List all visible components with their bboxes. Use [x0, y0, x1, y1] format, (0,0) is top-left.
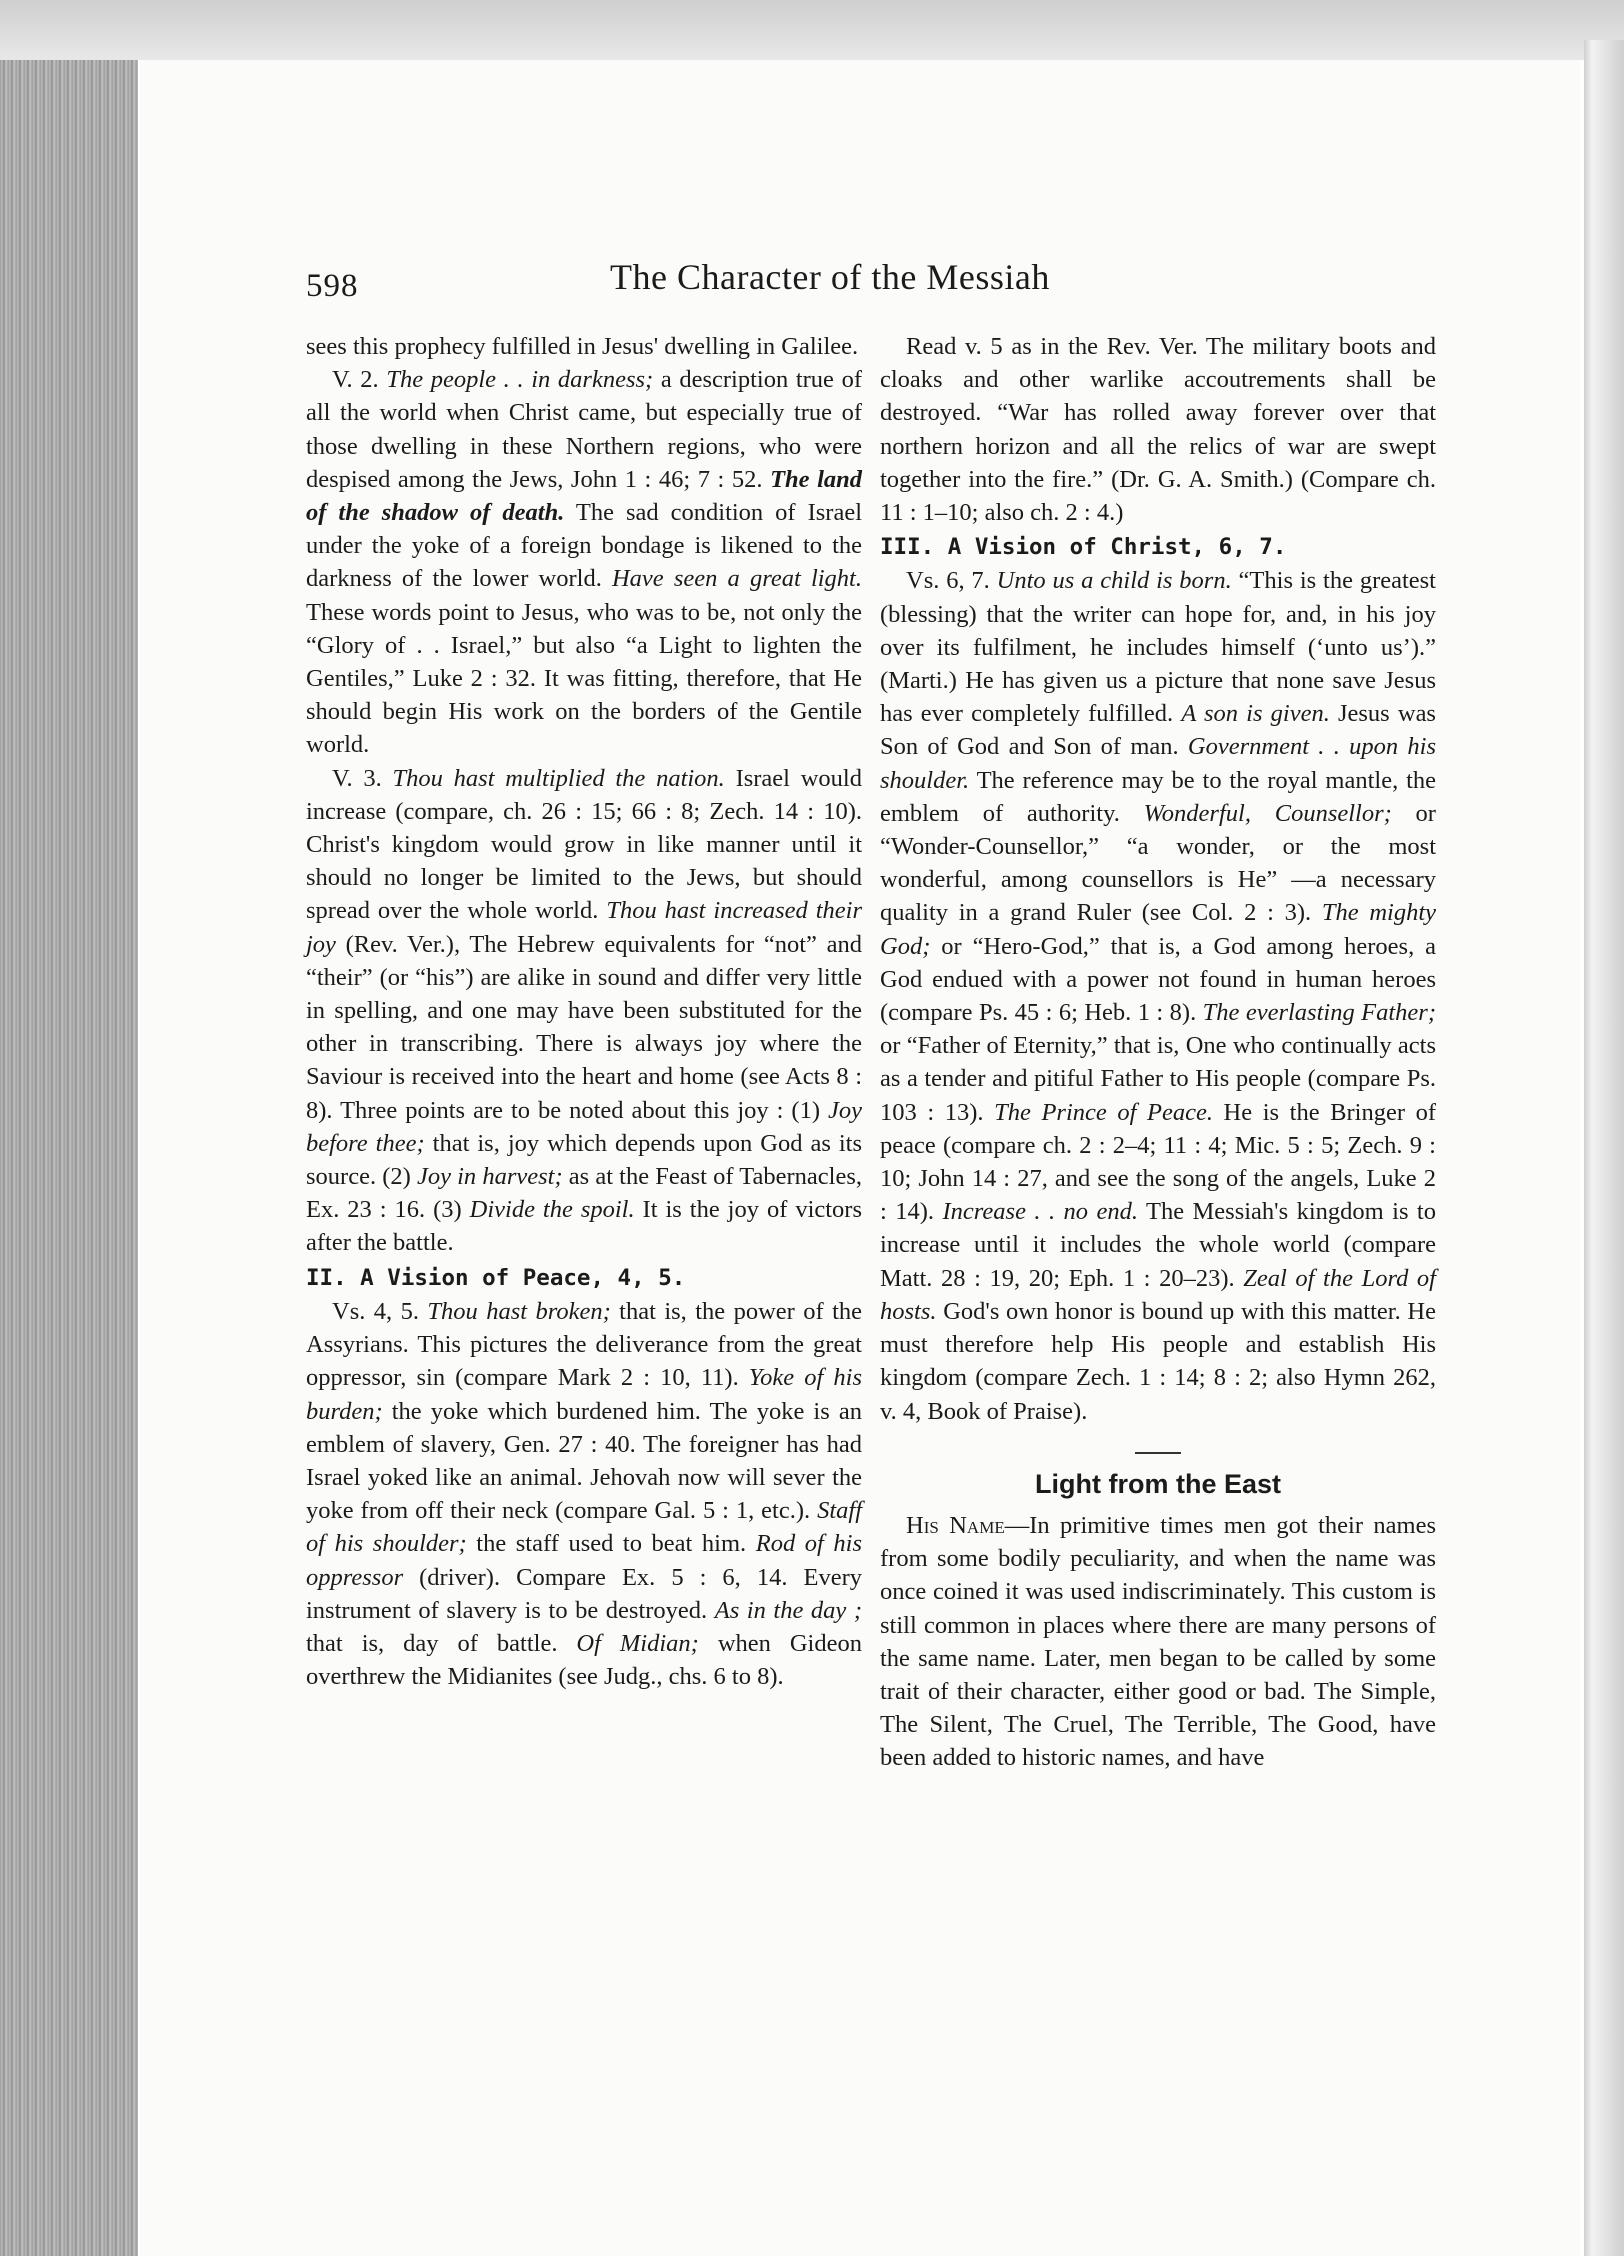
paragraph-verse-2: V. 2. The people . . in darkness; a description true of all the world when Christ came, but especially true of those dwelling in these Northern regions, who were despised among the Jews, John 1 : 46; 7 : 52. The land of the shadow of death. The sad condition of Israel under the yoke of a foreign bondage is likened to the darkness of the lower world. Have seen a great light. These words point to Jesus, who was to be, not only the “Glory of . . Israel,” but also “a Light to lighten the Gentiles,” Luke 2 : 32. It was fitting, therefore, that He should begin His work on the borders of the Gentile world.: [306, 366, 863, 759]
paragraph-verse-5: Read v. 5 as in the Rev. Ver. The military boots and cloaks and other warlike accoutrements shall be destroyed. “War has rolled away forever over that northern horizon and all the relics of war are swept together into the fire.” (Dr. G. A. Smith.) (Compare ch. 11 : 1–10; also ch. 2 : 4.): [880, 333, 1436, 527]
book-page-edges: [0, 60, 138, 2256]
running-title: The Character of the Messiah: [610, 257, 1050, 297]
section-divider: [1135, 1452, 1181, 1454]
book-top-edge: [0, 0, 1624, 60]
paragraph-verses-4-5: Vs. 4, 5. Thou hast broken; that is, the power of the Assyrians. This pictures the deliverance from the great oppressor, sin (compare Mark 2 : 10, 11). Yoke of his burden; the yoke which burdened him. The yoke is an emblem of slavery, Gen. 27 : 40. The foreigner has had Israel yoked like an animal. Jehovah now will sever the yoke from off their neck (compare Gal. 5 : 1, etc.). Staff of his shoulder; the staff used to beat him. Rod of his oppressor (driver). Compare Ex. 5 : 6, 14. Every instrument of slavery is to be destroyed. As in the day ; that is, day of battle. Of Midian; when Gideon overthrew the Midianites (see Judg., chs. 6 to 8).: [306, 1297, 863, 1691]
paragraph-verse-3: V. 3. Thou hast multiplied the nation. Israel would increase (compare, ch. 26 : 15; 66 : 8; Zech. 14 : 10). Christ's kingdom would grow in like manner until it should no longer be limited to the Jews, but should spread over the whole world. Thou hast increased their joy (Rev. Ver.), The Hebrew equivalents for “not” and “their” (or “his”) are alike in sound and differ very little in spelling, and one may have been substituted for the other in transcribing. There is always joy where the Saviour is received into the heart and home (see Acts 8 : 8). Three points are to be noted about this joy : (1) Joy before thee; that is, joy which depends upon God as its source. (2) Joy in harvest; as at the Feast of Tabernacles, Ex. 23 : 16. (3) Divide the spoil. It is the joy of victors after the battle.: [306, 764, 862, 1257]
book-right-edge: [1584, 40, 1624, 2256]
paragraph-his-name: His Name—In primitive times men got their names from some bodily peculiarity, and when the name was once coined it was used indiscriminately. This custom is still common in places where there are many persons of the same name. Later, men began to be called by some trait of their character, either good or bad. The Simple, The Silent, The Cruel, The Terrible, The Good, have been added to historic names, and have: [880, 1511, 1437, 1772]
paragraph: sees this prophecy fulfilled in Jesus' dwelling in Galilee.: [306, 333, 859, 360]
paragraph-verses-6-7: Vs. 6, 7. Unto us a child is born. “This is the greatest (blessing) that the writer can hope for, and, in his joy over its fulfilment, he includes himself (‘unto us’).” (Marti.) He has given us a picture that none save Jesus has ever completely fulfilled. A son is given. Jesus was Son of God and Son of man. Government . . upon his shoulder. The reference may be to the royal mantle, the emblem of authority. Wonderful, Counsellor; or “Wonder-Counsellor,” “a wonder, or the most wonderful, among counsellors is He” —a necessary quality in a grand Ruler (see Col. 2 : 3). The mighty God; or “Hero-God,” that is, a God among heroes, a God endued with a power not found in human heroes (compare Ps. 45 : 6; Heb. 1 : 8). The everlasting Father; or “Father of Eternity,” that is, One who continually acts as a tender and pitiful Father to His people (compare Ps. 103 : 13). The Prince of Peace. He is the Bringer of peace (compare ch. 2 : 2–4; 11 : 4; Mic. 5 : 5; Zech. 9 : 10; John 14 : 27, and see the song of the angels, Luke 2 : 14). Increase . . no end. The Messiah's kingdom is to increase until it includes the whole world (compare Matt. 28 : 19, 20; Eph. 1 : 20–23). Zeal of the Lord of hosts. God's own honor is bound up with this matter. He must therefore help His people and establish His kingdom (compare Zech. 1 : 14; 8 : 2; also Hymn 262, v. 4, Book of Praise).: [880, 567, 1437, 1425]
section-heading: Light from the East: [1034, 1468, 1281, 1499]
section-heading: III. A Vision of Christ, 6, 7.: [880, 534, 1287, 561]
page-number: 598: [306, 268, 359, 304]
section-heading: II. A Vision of Peace, 4, 5.: [306, 1264, 686, 1291]
left-column: [306, 330, 862, 1693]
right-column: [880, 330, 1436, 1775]
